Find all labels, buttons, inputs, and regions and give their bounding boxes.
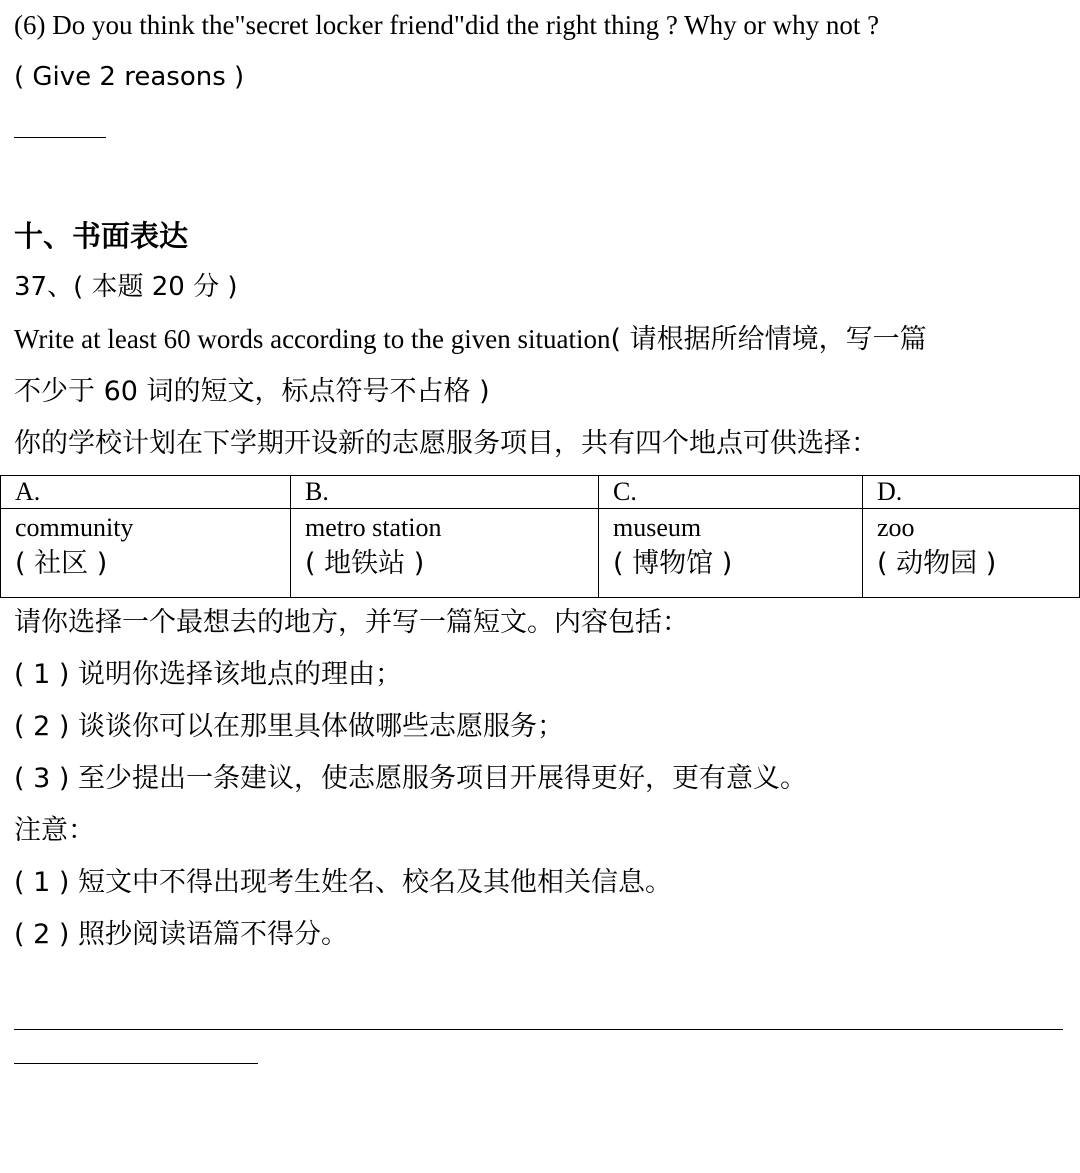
place-english-c: museum [613, 513, 702, 542]
instruction-line-2: 不少于 60 词的短文，标点符号不占格 ) [14, 376, 490, 407]
section-title: 十、书面表达 [14, 219, 189, 253]
option-letter-b: B. [291, 476, 599, 509]
question-6-text: (6) Do you think the"secret locker friend"did the right thing ? Why or why not ? [14, 10, 880, 40]
answer-line-end [14, 1063, 258, 1064]
place-chinese-d: ( 动物园 ) [877, 548, 997, 579]
item-number: 37、( 本题 20 分 ) [14, 272, 238, 302]
option-letter-a: A. [1, 476, 291, 509]
instruction-line-1 [14, 326, 927, 353]
table-header-row [1, 476, 1080, 509]
location-options-table [0, 475, 1080, 598]
situation-intro: 你的学校计划在下学期开设新的志愿服务项目，共有四个地点可供选择： [14, 428, 878, 459]
task-point-3: ( 3 ) 至少提出一条建议，使志愿服务项目开展得更好，更有意义。 [14, 763, 807, 794]
note-2: ( 2 ) 照抄阅读语篇不得分。 [14, 919, 348, 950]
option-cell-b [291, 509, 599, 598]
option-letter-d: D. [863, 476, 1080, 509]
place-english-a: community [15, 513, 134, 542]
instruction-english: Write at least 60 words according to the given situation [14, 324, 611, 354]
option-cell-a [1, 509, 291, 598]
option-letter-c: C. [599, 476, 863, 509]
answer-line-short [14, 137, 106, 138]
note-1: ( 1 ) 短文中不得出现考生姓名、校名及其他相关信息。 [14, 867, 672, 898]
answer-line-long [14, 1029, 1063, 1030]
option-cell-d [863, 509, 1080, 598]
place-english-b: metro station [305, 513, 442, 542]
notes-label: 注意： [14, 815, 95, 846]
place-english-d: zoo [877, 513, 915, 542]
place-chinese-a: ( 社区 ) [15, 548, 108, 579]
instruction-chinese-part-1: ( 请根据所给情境，写一篇 [610, 324, 927, 355]
task-point-1: ( 1 ) 说明你选择该地点的理由； [14, 659, 402, 690]
option-cell-c [599, 509, 863, 598]
table-place-row [1, 509, 1080, 598]
place-chinese-c: ( 博物馆 ) [613, 548, 733, 579]
place-chinese-b: ( 地铁站 ) [305, 548, 425, 579]
task-lead: 请你选择一个最想去的地方，并写一篇短文。内容包括： [14, 607, 689, 638]
task-point-2: ( 2 ) 谈谈你可以在那里具体做哪些志愿服务； [14, 711, 564, 742]
question-6-reasons-hint: ( Give 2 reasons ) [14, 62, 245, 92]
